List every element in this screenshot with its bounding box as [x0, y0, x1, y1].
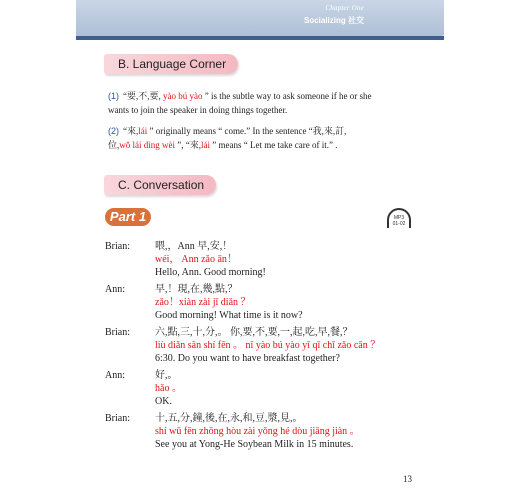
speaker-name: Brian: [105, 327, 130, 338]
section-label: Socializing 社交 [303, 16, 364, 25]
english-text: 6:30. Do you want to have breakfast together? [155, 353, 340, 364]
english-text: See you at Yong-He Soybean Milk in 15 minutes. [155, 439, 354, 450]
speaker-name: Ann: [105, 370, 125, 381]
speaker-name: Ann: [105, 284, 125, 295]
chapter-label: Chapter One [325, 4, 364, 12]
pinyin-text: shí wǔ fēn zhōng hòu zài yǒng hé dòu jiāng jiàn 。 [155, 426, 360, 437]
language-corner-heading: B. Language Corner [104, 54, 238, 74]
hanzi-text: 早,！現,在,幾,點,？ [155, 284, 238, 295]
hanzi-text: 六,點,三,十,分,。 你,要,不,要,一,起,吃,早,餐,？ [155, 327, 353, 338]
language-note-2: (2) “來,lái ” originally means “ come.” In the sentence “我,來,訂, 位,wǒ lái dìng wèi ”, “來,lái ” means “ Let me take care of it.” . [108, 126, 347, 150]
english-text: OK. [155, 396, 172, 407]
hanzi-text: 十,五,分,鐘,後,在,永,和,豆,漿,見,。 [155, 413, 303, 424]
conversation-heading: C. Conversation [104, 175, 216, 195]
speaker-name: Brian: [105, 413, 130, 424]
headphones-icon[interactable] [384, 208, 412, 230]
pinyin-text: zǎo！xiàn zài jǐ diǎn ？ [155, 297, 251, 308]
chapter-header-bar [76, 0, 444, 36]
english-text: Good morning! What time is it now? [155, 310, 303, 321]
hanzi-text: 好,。 [155, 370, 178, 381]
pinyin-text: wéi， Ann zǎo ān！ [155, 254, 237, 265]
audio-label: MP3 01-02 [392, 215, 406, 227]
english-text: Hello, Ann. Good morning! [155, 267, 266, 278]
page-number: 13 [403, 474, 412, 484]
pinyin-text: hǎo 。 [155, 383, 182, 394]
language-note-1: (1) “要,不,要, yào bú yào ” is the subtle way to ask someone if he or she wants to join the speaker in doing things together. [108, 91, 372, 115]
pinyin-text: liù diǎn sān shí fēn 。 nǐ yào bú yào yī qǐ chī zǎo cān ？ [155, 340, 381, 351]
part-badge: Part 1 [105, 208, 151, 226]
hanzi-text: 喂,，Ann 早,安,！ [155, 241, 233, 252]
header-stripe [76, 36, 444, 40]
speaker-name: Brian: [105, 241, 130, 252]
